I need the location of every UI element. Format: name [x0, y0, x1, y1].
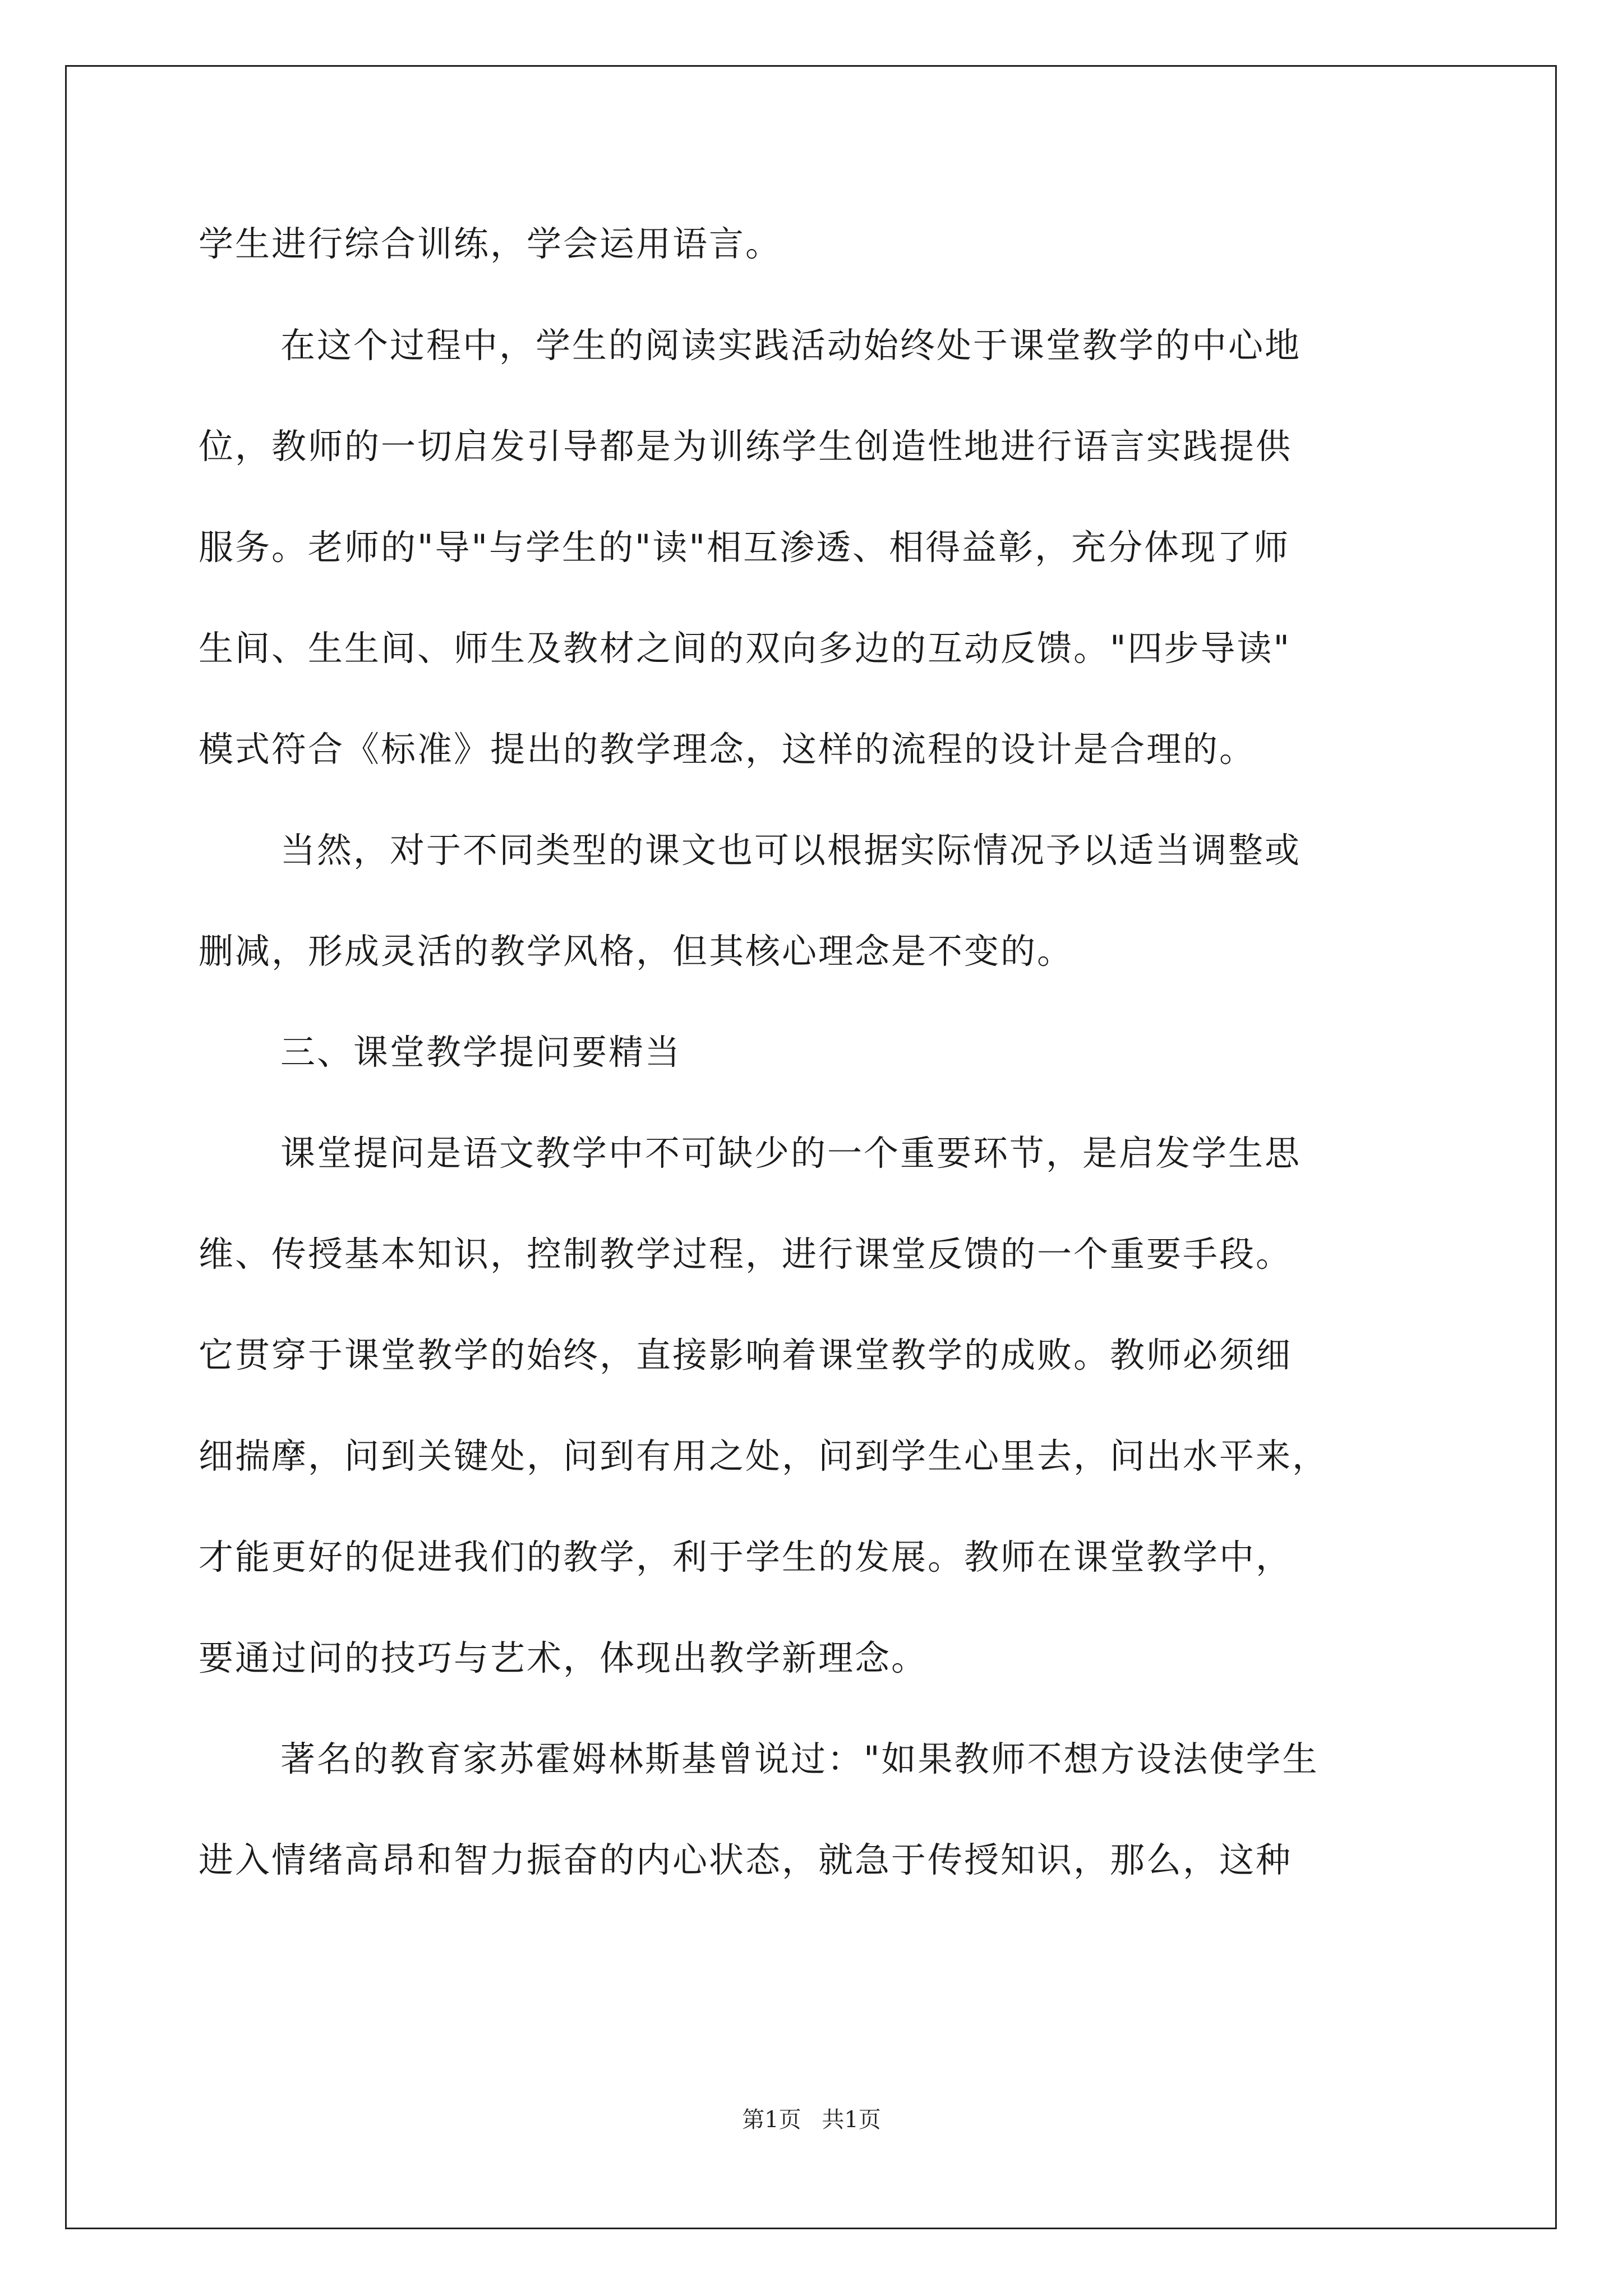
- body-text-line: 课堂提问是语文教学中不可缺少的一个重要环节，是启发学生思: [280, 1133, 1302, 1174]
- body-text-line: 著名的教育家苏霍姆林斯基曾说过："如果教师不想方设法使学生: [280, 1738, 1319, 1779]
- body-text-line: 进入情绪高昂和智力振奋的内心状态，就急于传授知识，那么，这种: [199, 1839, 1293, 1880]
- body-text-line: 它贯穿于课堂教学的始终，直接影响着课堂教学的成败。教师必须细: [199, 1335, 1293, 1375]
- body-text-line: 当然，对于不同类型的课文也可以根据实际情况予以适当调整或: [280, 830, 1302, 871]
- page-footer: [0, 2106, 1623, 2134]
- body-text-line: 模式符合《标准》提出的教学理念，这样的流程的设计是合理的。: [199, 729, 1256, 770]
- body-text-line: 细揣摩，问到关键处，问到有用之处，问到学生心里去，问出水平来，: [199, 1435, 1329, 1476]
- body-text-line: 在这个过程中，学生的阅读实践活动始终处于课堂教学的中心地: [280, 325, 1302, 366]
- body-text-line: 删减，形成灵活的教学风格，但其核心理念是不变的。: [199, 931, 1074, 972]
- page-total: 共1页: [822, 2107, 881, 2133]
- body-text-line: 维、传授基本知识，控制教学过程，进行课堂反馈的一个重要手段。: [199, 1234, 1293, 1274]
- body-text-line: 服务。老师的"导"与学生的"读"相互渗透、相得益彰，充分体现了师: [199, 527, 1290, 568]
- body-text-line: 才能更好的促进我们的教学，利于学生的发展。教师在课堂教学中，: [199, 1536, 1293, 1577]
- section-heading: 三、课堂教学提问要精当: [280, 1032, 682, 1073]
- body-text-line: 生间、生生间、师生及教材之间的双向多边的互动反馈。"四步导读": [199, 628, 1292, 669]
- body-text-line: 要通过问的技巧与艺术，体现出教学新理念。: [199, 1637, 928, 1678]
- page-number: 第1页: [742, 2107, 801, 2133]
- body-text-line: 学生进行综合训练，学会运用语言。: [199, 223, 782, 264]
- body-text-line: 位，教师的一切启发引导都是为训练学生创造性地进行语言实践提供: [199, 426, 1293, 467]
